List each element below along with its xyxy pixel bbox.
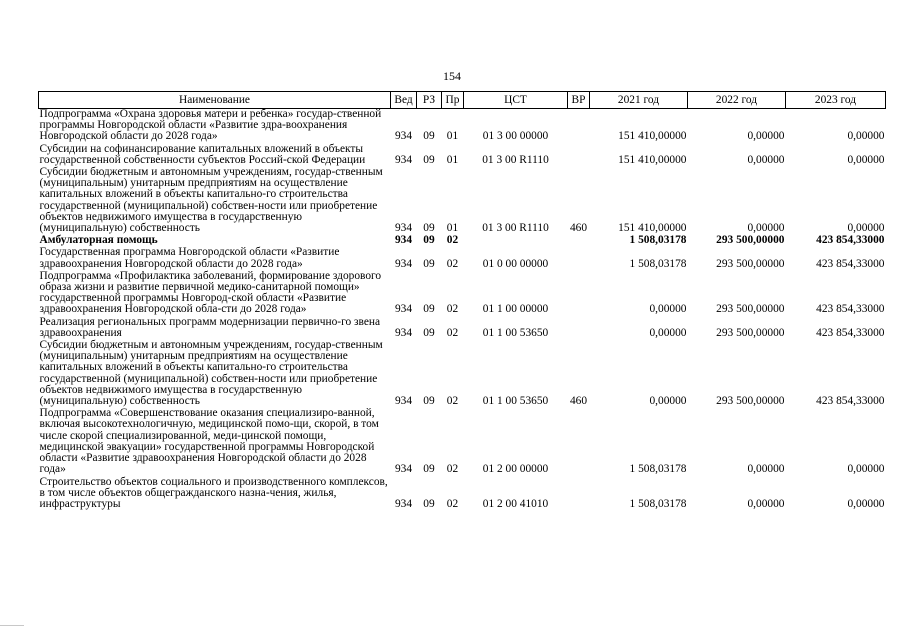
cell-pr: 02 <box>446 234 459 247</box>
cell-2021: 0,00000 <box>649 395 687 408</box>
cell-ved: 934 <box>394 303 413 316</box>
cell-pr: 02 <box>446 395 459 408</box>
cell-pr: 02 <box>446 497 459 510</box>
table-row <box>39 271 886 317</box>
cell-pr: 01 <box>446 222 459 235</box>
cell-2021: 1 508,03178 <box>629 234 687 247</box>
cell-name: Строительство объектов социального и производственного комплексов, в том числе объектов общегражданского назна-чения, жилья, инфраструктуры <box>39 475 388 510</box>
cell-2021: 0,00000 <box>649 303 687 316</box>
cell-name: Реализация региональных программ модернизации первично-го звена здравоохранения <box>39 315 381 339</box>
cell-2022: 0,00000 <box>747 463 785 476</box>
header-cst: ЦСТ <box>464 92 568 109</box>
table-row <box>39 109 886 144</box>
cell-2022: 293 500,00000 <box>716 234 785 247</box>
cell-2022: 0,00000 <box>747 222 785 235</box>
cell-name: Субсидии бюджетным и автономным учреждениям, государ-ственным (муниципальным) унитарным предприятиям на осуществление капитальных вложений в объекты капитально-го строительства государственной (муниципальной) собствен-ности или приобретение объектов недвижимого имущества в государственную (муниципальную) собственность <box>39 166 383 235</box>
cell-2021: 151 410,00000 <box>618 153 687 166</box>
cell-vr: 460 <box>569 222 588 235</box>
header-rz: РЗ <box>417 92 442 109</box>
cell-2022: 293 500,00000 <box>716 257 785 270</box>
cell-vr <box>568 109 590 144</box>
cell-cst: 01 2 00 41010 <box>482 497 549 510</box>
table-row <box>39 167 886 235</box>
cell-ved: 934 <box>394 497 413 510</box>
cell-ved: 934 <box>394 222 413 235</box>
cell-vr: 460 <box>569 395 588 408</box>
cell-cst: 01 3 00 R1110 <box>482 222 549 235</box>
cell-vr <box>568 317 590 340</box>
cell-rz: 09 <box>423 257 435 270</box>
cell-rz: 09 <box>423 303 435 316</box>
cell-2023: 423 854,33000 <box>816 234 885 247</box>
cell-vr <box>568 477 590 512</box>
cell-pr: 02 <box>446 257 459 270</box>
cell-vr <box>568 144 590 167</box>
cell-name: Субсидии бюджетным и автономным учреждениям, государ-ственным (муниципальным) унитарным предприятиям на осуществление капитальных вложений в объекты капитально-го строительства государственной (муниципальной) собствен-ности или приобретение объектов недвижимого имущества в государственную (муниципальную) собственность <box>39 339 383 408</box>
cell-2023: 423 854,33000 <box>816 395 885 408</box>
cell-2021: 1 508,03178 <box>629 257 687 270</box>
cell-vr <box>568 235 590 247</box>
cell-2023: 423 854,33000 <box>816 326 885 339</box>
cell-cst: 01 3 00 R1110 <box>482 153 549 166</box>
cell-cst: 01 2 00 00000 <box>482 463 549 476</box>
cell-cst: 01 0 00 00000 <box>482 257 549 270</box>
cell-ved: 934 <box>394 395 413 408</box>
cell-2021: 151 410,00000 <box>618 222 687 235</box>
page-edge-mark <box>0 625 24 626</box>
cell-name: Государственная программа Новгородской области «Развитие здравоохранения Новгородской области до 2028 года» <box>39 246 340 270</box>
table-row <box>39 247 886 270</box>
cell-2023: 0,00000 <box>847 153 885 166</box>
cell-vr <box>568 408 590 476</box>
cell-pr: 02 <box>446 303 459 316</box>
cell-ved: 934 <box>394 326 413 339</box>
header-name: Наименование <box>39 92 391 109</box>
cell-rz: 09 <box>423 153 435 166</box>
cell-name: Подпрограмма «Охрана здоровья матери и ребенка» государ-ственной программы Новгородской области «Развитие здра-воохранения Новгородской области до 2028 года» <box>39 108 382 143</box>
header-2023: 2023 год <box>786 92 886 109</box>
cell-2022: 0,00000 <box>747 130 785 143</box>
table-row <box>39 477 886 512</box>
cell-2021: 1 508,03178 <box>629 463 687 476</box>
cell-2023: 0,00000 <box>847 222 885 235</box>
cell-2022: 293 500,00000 <box>716 303 785 316</box>
cell-vr <box>568 247 590 270</box>
cell-pr: 01 <box>446 130 459 143</box>
cell-2021: 1 508,03178 <box>629 497 687 510</box>
table-header-row <box>39 92 886 109</box>
cell-2021: 151 410,00000 <box>618 130 687 143</box>
cell-cst <box>464 235 568 247</box>
cell-pr: 02 <box>446 463 459 476</box>
table-row <box>39 340 886 408</box>
cell-ved: 934 <box>394 463 413 476</box>
cell-pr: 02 <box>446 326 459 339</box>
cell-cst: 01 1 00 53650 <box>482 395 549 408</box>
table-row <box>39 144 886 167</box>
cell-2023: 423 854,33000 <box>816 257 885 270</box>
table-body <box>39 109 886 512</box>
cell-2023: 0,00000 <box>847 497 885 510</box>
cell-rz: 09 <box>423 463 435 476</box>
cell-2023: 0,00000 <box>847 463 885 476</box>
budget-table <box>38 91 886 511</box>
header-2021: 2021 год <box>590 92 688 109</box>
cell-2022: 0,00000 <box>747 497 785 510</box>
cell-name: Субсидии на софинансирование капитальных вложений в объекты государственной собственности субъектов Россий-ской Федерации <box>39 142 366 166</box>
cell-rz: 09 <box>423 326 435 339</box>
cell-pr: 01 <box>446 153 459 166</box>
cell-rz: 09 <box>423 130 435 143</box>
cell-rz: 09 <box>423 234 435 247</box>
cell-2021: 0,00000 <box>649 326 687 339</box>
cell-name: Подпрограмма «Совершенствование оказания специализиро-ванной, включая высокотехнологичную, медицинской помо-щи, скорой, в том числе скорой специализированной, меди-цинской помощи, медицинской эвакуации» государственной программы Новгородской области «Развитие здравоохранения Новгородской области до 2028 года» <box>39 407 379 476</box>
cell-vr <box>568 271 590 317</box>
header-pr: Пр <box>442 92 464 109</box>
cell-ved: 934 <box>394 257 413 270</box>
header-2022: 2022 год <box>688 92 786 109</box>
cell-rz: 09 <box>423 497 435 510</box>
cell-ved: 934 <box>394 153 413 166</box>
cell-rz: 09 <box>423 222 435 235</box>
table-row <box>39 317 886 340</box>
cell-cst: 01 1 00 00000 <box>482 303 549 316</box>
cell-ved: 934 <box>394 130 413 143</box>
header-ved: Вед <box>391 92 417 109</box>
table-row <box>39 408 886 476</box>
cell-cst: 01 3 00 00000 <box>482 130 549 143</box>
cell-rz: 09 <box>423 395 435 408</box>
cell-2022: 293 500,00000 <box>716 326 785 339</box>
cell-2023: 0,00000 <box>847 130 885 143</box>
cell-2022: 0,00000 <box>747 153 785 166</box>
cell-name: Амбулаторная помощь <box>39 234 158 247</box>
header-vr: ВР <box>568 92 590 109</box>
cell-2023: 423 854,33000 <box>816 303 885 316</box>
cell-ved: 934 <box>394 234 413 247</box>
cell-name: Подпрограмма «Профилактика заболеваний, формирование здорового образа жизни и развитие первичной медико-санитарной помощи» государственной программы Новгород-ской области «Развитие здравоохранения Новгородской обла-сти до 2028 года» <box>39 269 382 316</box>
page-number: 154 <box>443 69 461 83</box>
cell-2022: 293 500,00000 <box>716 395 785 408</box>
cell-cst: 01 1 00 53650 <box>482 326 549 339</box>
